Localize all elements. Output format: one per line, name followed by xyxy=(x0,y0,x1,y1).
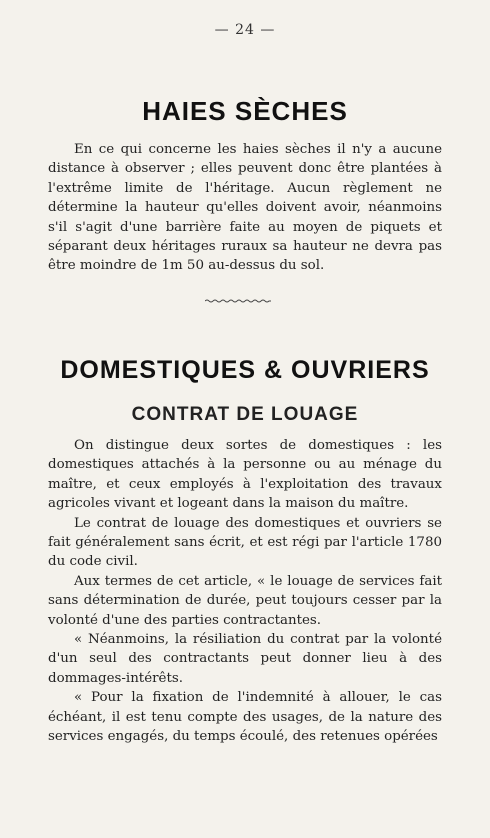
section-body-haies-seches xyxy=(48,140,442,276)
decorative-divider xyxy=(205,299,271,303)
paragraph: On distingue deux sortes de domestiques : les domestiques attachés à la personne ou au ménage du maître, et ceux employés à l'exploitation des travaux agricoles vivant et logeant dans la maison du maître. xyxy=(48,438,442,512)
section-title-haies-seches: HAIES SÈCHES xyxy=(142,96,348,126)
paragraph: « Néanmoins, la résiliation du contrat par la volonté d'un seul des contractants peut donner lieu à des dommages-intérêts. xyxy=(48,632,442,686)
paragraph: Aux termes de cet article, « le louage de services fait sans détermination de durée, peut toujours cesser par la volonté d'une des parties contractantes. xyxy=(48,573,442,628)
section-subtitle-contrat-de-louage: CONTRAT DE LOUAGE xyxy=(131,404,359,425)
paragraph: En ce qui concerne les haies sèches il n'y a aucune distance à observer ; elles peuvent donc être plantées à l'extrême limite de l'héritage. Aucun règlement ne détermine la hauteur qu'elles doivent avoir, néanmoins s'il s'agit d'une barrière faite au moyen de piquets et séparant deux héritages ruraux sa hauteur ne devra pas être moindre de 1m 50 au-dessus du sol. xyxy=(48,142,442,274)
paragraph: Le contrat de louage des domestiques et ouvriers se fait généralement sans écrit, et est régi par l'article 1780 du code civil. xyxy=(48,515,442,570)
paragraph: « Pour la fixation de l'indemnité à allouer, le cas échéant, il est tenu compte des usages, de la nature des services engagés, du temps écoulé, des retenues opérées xyxy=(48,690,442,745)
section-body-domestiques xyxy=(48,436,442,747)
page-number: — 24 — xyxy=(214,22,276,38)
section-title-domestiques-ouvriers: DOMESTIQUES & OUVRIERS xyxy=(60,356,430,384)
